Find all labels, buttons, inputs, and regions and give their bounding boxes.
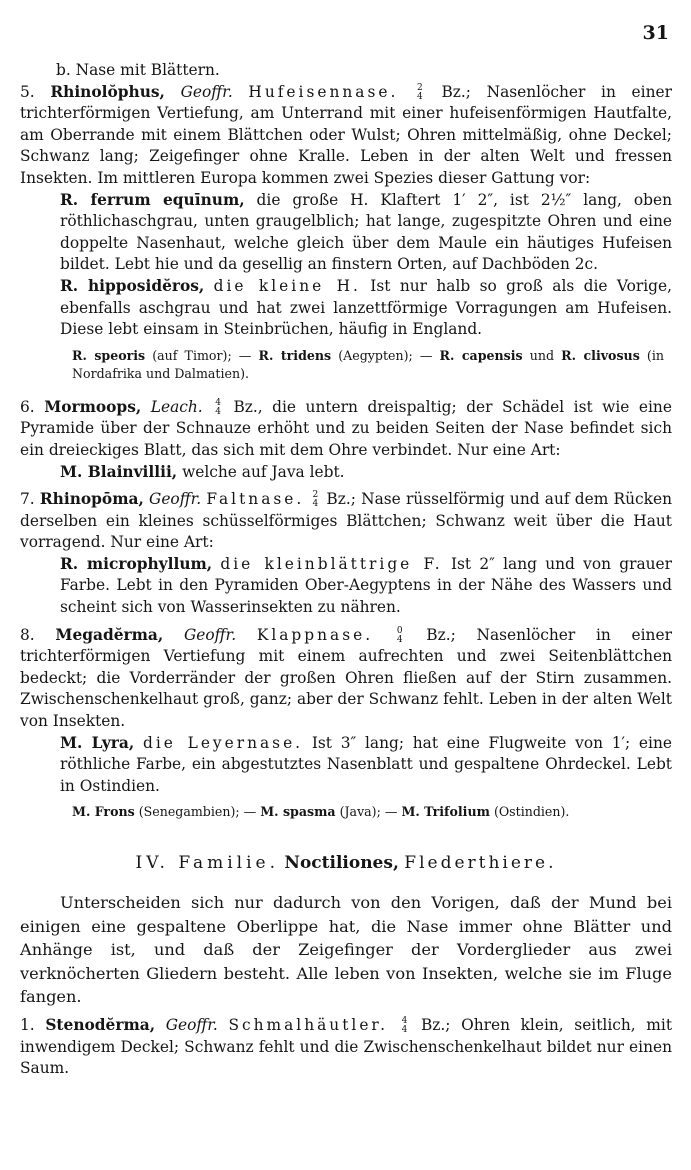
species-text: welche auf Java lebt. xyxy=(182,462,345,481)
tooth-fraction: 2 4 xyxy=(417,82,423,102)
genus-name: Rhinopōma, xyxy=(39,490,144,509)
genus-author: Geoffr. xyxy=(165,1015,218,1034)
page-number: 31 xyxy=(642,22,669,44)
tooth-fraction: 4 4 xyxy=(215,397,221,417)
species-text: Ist 3″ lang; hat eine Flugweite von 1′; eine röthliche Farbe, ein abgestutztes Nasenblatt und gespaltene Ohrdeckel. Lebt in Ostindien. xyxy=(60,733,672,795)
species-name: M. Blainvillii, xyxy=(60,462,178,481)
genus-entry-rhinopoma: 7. Rhinopōma, Geoffr. Faltnase. 2 4 Bz.; Nase rüsselförmig und auf dem Rücken derselben ein kleines schüsselförmiges Blättchen; Schwanz weit über die Haut vorragend. Nur eine Art: xyxy=(20,490,672,552)
species-name: R. ferrum equīnum, xyxy=(60,190,245,209)
genus-name: Megadĕrma, xyxy=(55,625,164,644)
genus-entry-mormoops: 6. Mormoops, Leach. 4 4 Bz., die untern dreispaltig; der Schädel ist wie eine Pyramide über der Schnauze erhöht und zu beiden Seiten der Nase befindet sich ein dreieckiges Blatt, das sich mit dem Ohre verbindet. Nur eine Art: xyxy=(20,397,672,459)
common-name: Klappnase. xyxy=(256,625,374,644)
family-label: IV. Familie. xyxy=(135,853,279,874)
page-content xyxy=(20,60,672,1080)
entry-text: Bz.; Nasenlöcher in einer trichterförmigen Vertiefung, am Unterrand mit einer hufeisenförmigen Hautfalte, am Oberrande mit einem Blättchen oder Wulst; Ohren mittelmäßig, ohne Deckel; Schwanz lang; Zeigefinger ohne Kralle. Leben in der alten Welt und fressen Insekten. Im mittleren Europa kommen zwei Spezies dieser Gattung vor: xyxy=(20,82,672,187)
note-rhinolophus: R. speoris (auf Timor); — R. tridens (Aegypten); — R. capensis und R. clivosus (in Nordafrika und Dalmatien). xyxy=(72,347,664,381)
common-name: Faltnase. xyxy=(206,490,305,509)
genus-entry-stenoderma: 1. Stenodĕrma, Geoffr. Schmalhäutler. 4 4 Bz.; Ohren klein, seitlich, mit inwendigem Deckel; Schwanz fehlt und die Zwischenschenkelhaut bildet nur einen Saum. xyxy=(20,1015,672,1078)
species-common: die kleinblättrige F. xyxy=(220,554,443,573)
species-blainvillii xyxy=(60,462,672,484)
family-common: Flederthiere. xyxy=(404,853,557,874)
genus-name: Rhinolŏphus, xyxy=(50,82,165,101)
genus-author: Geoffr. xyxy=(183,625,237,644)
species-common: die kleine H. xyxy=(213,276,361,295)
entry-text: Bz., die untern dreispaltig; der Schädel ist wie eine Pyramide über der Schnauze erhöht und zu beiden Seiten der Nase befindet sich ein dreieckiges Blatt, das sich mit dem Ohre verbindet. Nur eine Art: xyxy=(20,397,672,459)
family-description: Unterscheiden sich nur dadurch von den Vorigen, daß der Mund bei einigen eine gespaltene Oberlippe hat, die Nase immer ohne Blätter und Anhänge ist, und daß der Zeigefinger der Vorderglieder aus zwei verknöcherten Gliedern besteht. Alle leben von Insekten, welche sie im Fluge fangen. xyxy=(20,893,672,1007)
species-name: R. microphyllum, xyxy=(60,554,213,573)
species-hipposideros xyxy=(60,276,672,341)
genus-entry-rhinolophus: 5. Rhinolŏphus, Geoffr. Hufeisennase. 2 4 Bz.; Nasenlöcher in einer trichterförmigen Vertiefung, am Unterrand mit einer hufeisenförmigen Hautfalte, am Oberrande mit einem Blättchen oder Wulst; Ohren mittelmäßig, ohne Deckel; Schwanz lang; Zeigefinger ohne Kralle. Leben in der alten Welt und fressen Insekten. Im mittleren Europa kommen zwei Spezies dieser Gattung vor: xyxy=(20,82,672,187)
section-heading-b: b. Nase mit Blättern. xyxy=(56,61,220,79)
species-ferrum-equinum xyxy=(60,190,672,276)
species-common: die Leyernase. xyxy=(142,733,304,752)
common-name: Hufeisennase. xyxy=(248,82,399,101)
species-microphyllum xyxy=(60,554,672,619)
entry-text: Bz.; Ohren klein, seitlich, mit inwendigem Deckel; Schwanz fehlt und die Zwischenschenkelhaut bildet nur einen Saum. xyxy=(20,1015,672,1078)
tooth-fraction: 4 4 xyxy=(401,1015,408,1035)
entry-text: Bz.; Nasenlöcher in einer trichterförmigen Vertiefung mit einem aufrechten und zwei Seitenblättchen bedeckt; die Vorderränder der großen Ohren fließen auf der Stirn zusammen. Zwischenschenkelhaut groß, ganz; aber der Schwanz fehlt. Leben in der alten Welt von Insekten. xyxy=(20,625,672,731)
entry-text: Bz.; Nase rüsselförmig und auf dem Rücken derselben ein kleines schüsselförmiges Blättchen; Schwanz weit über die Haut vorragend. Nur eine Art: xyxy=(20,490,672,552)
species-text: die große H. Klaftert 1′ 2″, ist 2½″ lang, oben röthlichaschgrau, unten graugelblich; hat lange, zugespitzte Ohren und eine doppelte Nasenhaut, welche gleich über dem Maule ein häutiges Hufeisen bildet. Lebt hie und da gesellig an finstern Orten, auf Dachböden 2c. xyxy=(60,190,672,274)
genus-entry-megaderma: 8. Megadĕrma, Geoffr. Klappnase. 0 4 Bz.; Nasenlöcher in einer trichterförmigen Vertiefung mit einem aufrechten und zwei Seitenblättchen bedeckt; die Vorderränder der großen Ohren fließen auf der Stirn zusammen. Zwischenschenkelhaut groß, ganz; aber der Schwanz fehlt. Leben in der alten Welt von Insekten. xyxy=(20,625,672,731)
species-name: M. Lyra, xyxy=(60,733,135,752)
species-name: R. hipposidĕros, xyxy=(60,276,205,295)
genus-name: Stenodĕrma, xyxy=(45,1015,156,1034)
genus-name: Mormoops, xyxy=(44,397,142,416)
genus-author: Leach. xyxy=(150,397,203,416)
genus-author: Geoffr. xyxy=(180,82,233,101)
family-name: Noctiliones, xyxy=(284,853,399,874)
note-megaderma: M. Frons (Senegambien); — M. spasma (Java); — M. Trifolium (Ostindien). xyxy=(72,804,570,820)
tooth-fraction: 0 4 xyxy=(396,625,403,645)
species-text: Ist 2″ lang und von grauer Farbe. Lebt in den Pyramiden Ober-Aegyptens in der Nähe des Wassers und scheint sich von Wasserinsekten zu nähren. xyxy=(60,554,672,617)
species-text: Ist nur halb so groß als die Vorige, ebenfalls aschgrau und hat zwei lanzettförmige Vorragungen am Hufeisen. Diese lebt einsam in Steinbrüchen, häufig in England. xyxy=(60,276,672,339)
species-lyra xyxy=(60,733,672,798)
common-name: Schmalhäutler. xyxy=(228,1015,388,1034)
tooth-fraction: 2 4 xyxy=(312,490,319,510)
family-heading xyxy=(20,851,672,875)
genus-author: Geoffr. xyxy=(149,490,202,509)
